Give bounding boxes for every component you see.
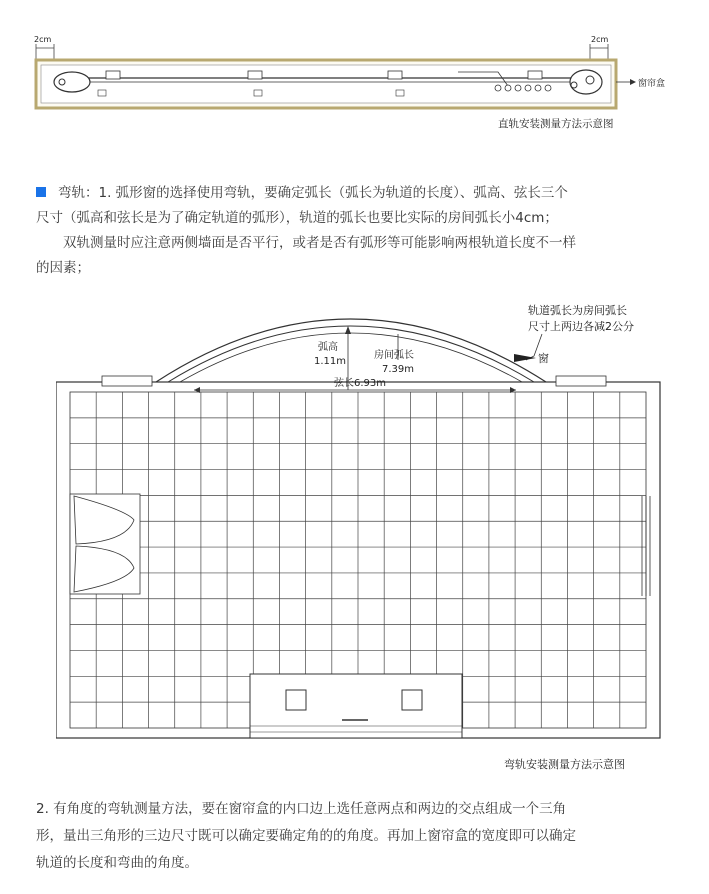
section2-line1: 2. 有角度的弯轨测量方法，要在窗帘盒的内口边上选任意两点和两边的交点组成一个三角	[36, 801, 567, 817]
arc-height-value: 1.11m	[314, 356, 347, 367]
note-line2: 尺寸上两边各减2公分	[528, 320, 634, 333]
floor-plan-diagram	[56, 296, 676, 786]
section1-line1: 弯轨：1. 弧形窗的选择使用弯轨，要确定弧长（弧长为轨道的长度）、弧高、弦长三个	[58, 185, 568, 201]
chord-label: 弦长6.93m	[334, 378, 387, 389]
figure1-caption: 直轨安装测量方法示意图	[498, 118, 614, 130]
left-margin-label: 2cm	[34, 35, 52, 44]
window-arrow-icon	[514, 354, 536, 362]
square-bullet-icon	[36, 187, 46, 197]
cabinet-box-left	[286, 690, 306, 710]
section1-line4: 的因素；	[36, 260, 90, 276]
room-arc-label: 房间弧长	[374, 350, 414, 361]
curved-track-paragraph	[36, 181, 686, 281]
angled-track-paragraph	[36, 796, 686, 877]
straight-track-figure	[28, 30, 678, 140]
figure2-caption: 弯轨安装测量方法示意图	[504, 758, 625, 771]
curved-track-figure	[56, 296, 676, 786]
right-margin-label: 2cm	[591, 35, 609, 44]
section1-line2: 尺寸（弧高和弦长是为了确定轨道的弧形），轨道的弧长也要比实际的房间弧长小4cm；	[36, 210, 558, 226]
section1-line3: 双轨测量时应注意两侧墙面是否平行，或者是否有弧形等可能影响两根轨道长度不一样	[63, 235, 576, 251]
arc-height-label: 弧高	[318, 342, 338, 353]
track-arc	[180, 333, 522, 382]
bay-outer-arc	[156, 319, 546, 382]
section2-line2: 形，量出三角形的三边尺寸既可以确定要确定角的的角度。再加上窗帘盒的宽度即可以确定	[36, 828, 576, 844]
section2-line3: 轨道的长度和弯曲的角度。	[36, 855, 198, 871]
straight-track-diagram	[28, 30, 678, 140]
box-label: 窗帘盒	[638, 79, 666, 89]
note-line1: 轨道弧长为房间弧长	[528, 304, 627, 317]
bottom-cabinet	[250, 674, 462, 738]
bay-middle-arc	[168, 326, 534, 382]
cabinet-box-right	[402, 690, 422, 710]
room-arc-value: 7.39m	[382, 364, 415, 375]
window-label: 窗	[538, 352, 549, 365]
